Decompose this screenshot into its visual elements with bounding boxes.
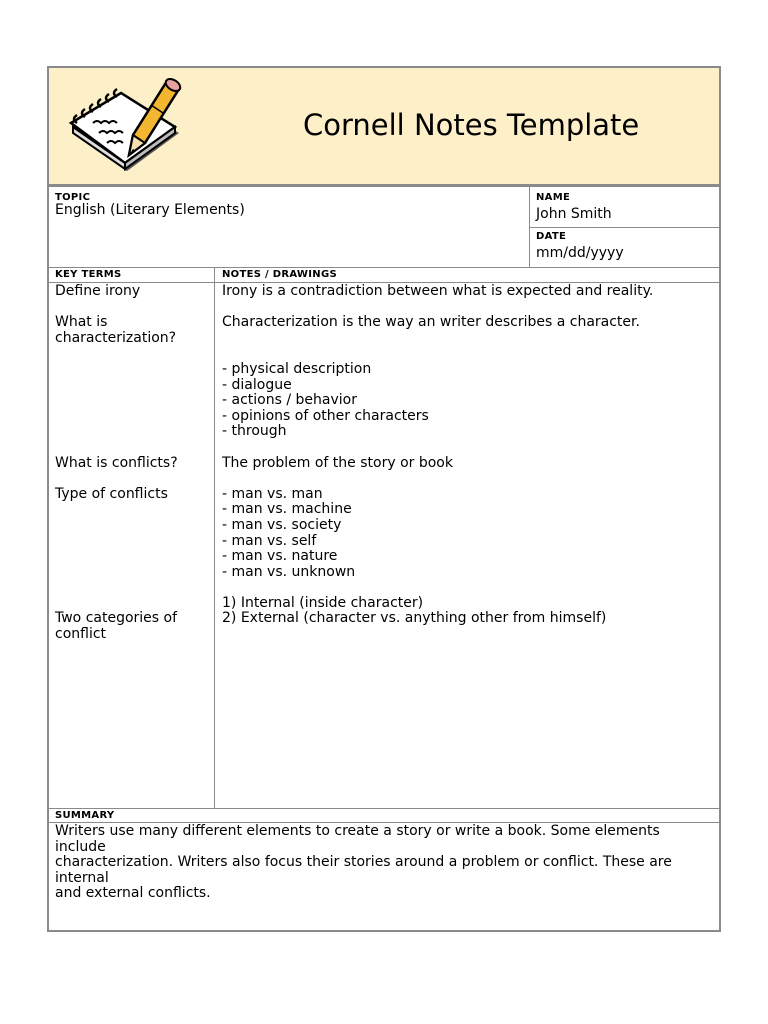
notes-header: NOTES / DRAWINGS <box>222 269 337 280</box>
summary-label: SUMMARY <box>55 810 115 821</box>
name-section <box>536 192 612 223</box>
date-label: DATE <box>536 231 567 242</box>
cornell-notes-sheet <box>47 66 721 932</box>
date-value: mm/dd/yyyy <box>536 245 624 261</box>
name-value: John Smith <box>536 206 612 222</box>
key-terms-column: Define irony What is characterization? What is conflicts? Type of conflicts Two categories of conflict <box>55 283 178 643</box>
notepad-pencil-icon <box>67 71 187 183</box>
name-label: NAME <box>536 192 571 203</box>
topic-section <box>55 192 245 219</box>
topic-label: TOPIC <box>55 192 91 203</box>
notes-column: Irony is a contradiction between what is expected and reality. Characterization is the way an writer describes a character. - physical description - dialogue - actions / behavior - opinions of other characters - through The problem of the story or book - man vs. man - man vs. machine - man vs. society - man vs. self - man vs. nature - man vs. unknown 1) Internal (inside character) 2) External (character vs. anything other from himself) <box>222 283 654 627</box>
header-banner <box>49 68 719 187</box>
page-title: Cornell Notes Template <box>303 108 640 142</box>
date-section <box>536 231 624 262</box>
key-terms-header: KEY TERMS <box>55 269 122 280</box>
summary-value: Writers use many different elements to create a story or write a book. Some elements include characterization. Writers also focus their stories around a problem or conflict. These are internal and external conflicts. <box>55 823 672 902</box>
topic-value: English (Literary Elements) <box>55 202 245 218</box>
